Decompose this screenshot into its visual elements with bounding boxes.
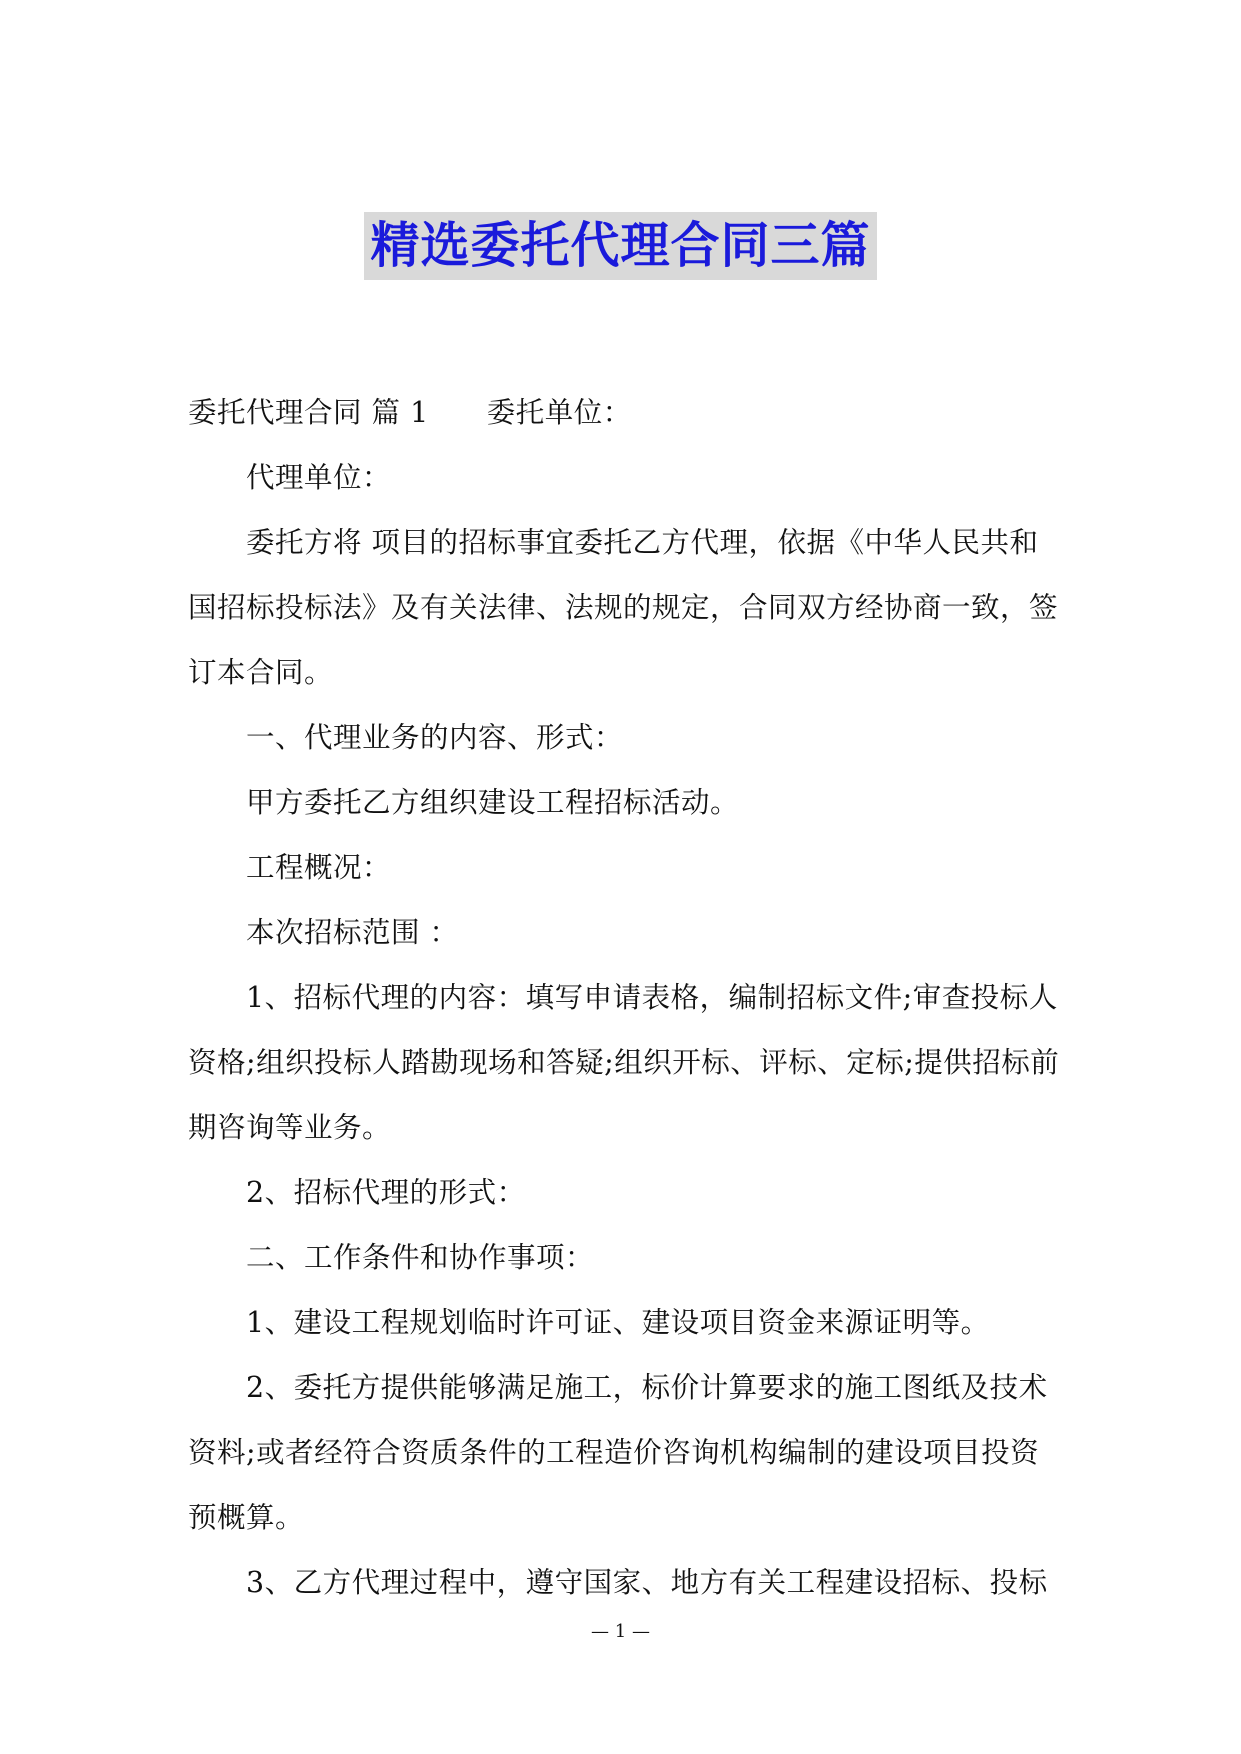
paragraph-line: 国招标投标法》及有关法律、法规的规定，合同双方经协商一致，签 (188, 591, 1059, 624)
paragraph-line: 3、乙方代理过程中，遵守国家、地方有关工程建设招标、投标 (246, 1566, 1048, 1599)
paragraph-line: 资格;组织投标人踏勘现场和答疑;组织开标、评标、定标;提供招标前 (188, 1046, 1060, 1079)
document-body (188, 380, 1058, 1615)
paragraph-line (188, 380, 1058, 445)
principal-label: 委托单位： (486, 396, 632, 429)
paragraph-line: 本次招标范围 ： (246, 916, 459, 949)
paragraph-line: 代理单位： (246, 461, 392, 494)
paragraph-line: 资料;或者经符合资质条件的工程造价咨询机构编制的建设项目投资 (188, 1436, 1040, 1469)
document-title: 精选委托代理合同三篇 (364, 212, 876, 280)
section-heading: 二、工作条件和协作事项： (246, 1241, 595, 1274)
paragraph-line: 1、招标代理的内容：填写申请表格，编制招标文件;审查投标人 (246, 981, 1058, 1014)
title-block (0, 212, 1241, 280)
paragraph-line: 2、招标代理的形式： (246, 1176, 526, 1209)
contract-heading: 委托代理合同 篇 1 (188, 396, 429, 429)
paragraph-line: 1、建设工程规划临时许可证、建设项目资金来源证明等。 (246, 1306, 990, 1339)
paragraph-line: 2、委托方提供能够满足施工，标价计算要求的施工图纸及技术 (246, 1371, 1048, 1404)
page-number: — 1 — (591, 1621, 650, 1642)
paragraph-line: 委托方将 项目的招标事宜委托乙方代理，依据《中华人民共和 (246, 526, 1039, 559)
paragraph-line: 订本合同。 (188, 656, 334, 689)
section-heading: 一、代理业务的内容、形式： (246, 721, 624, 754)
paragraph-line: 期咨询等业务。 (188, 1111, 392, 1144)
paragraph-line: 工程概况： (246, 851, 392, 884)
paragraph-line: 预概算。 (188, 1501, 305, 1534)
paragraph-line: 甲方委托乙方组织建设工程招标活动。 (246, 786, 740, 819)
